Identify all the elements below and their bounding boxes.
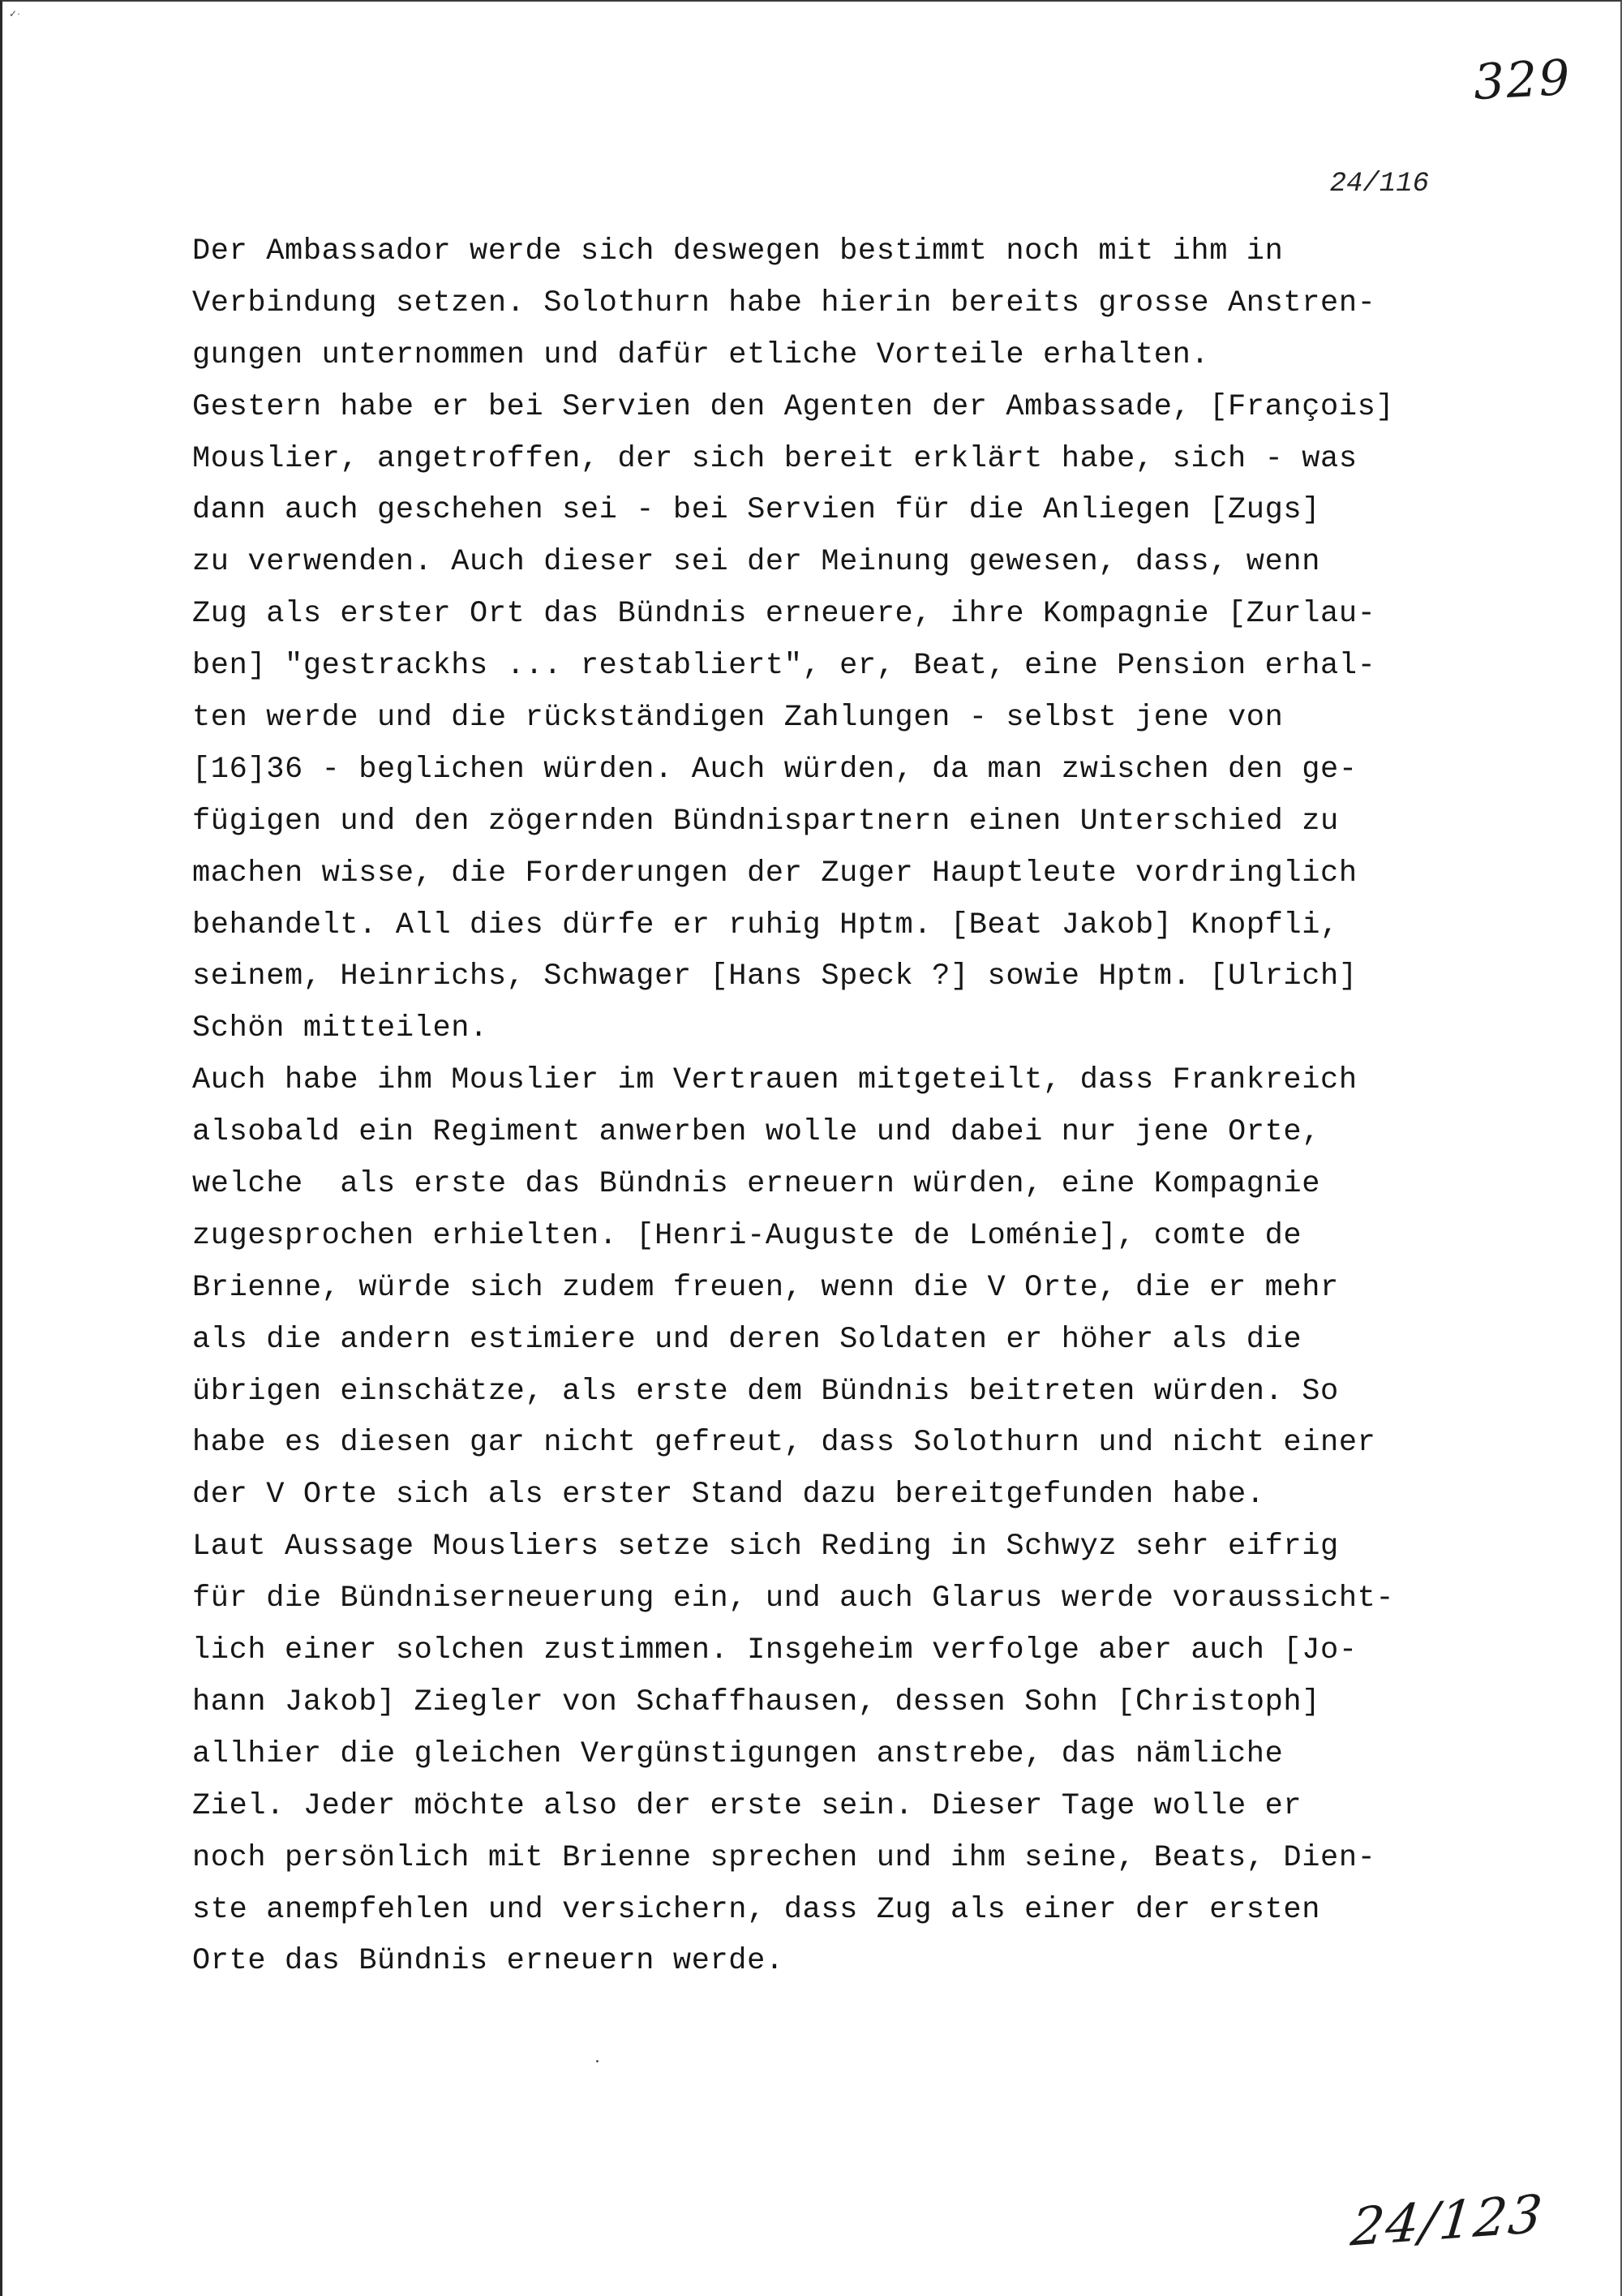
text-line: Mouslier, angetroffen, der sich bereit erklärt habe, sich - was <box>192 441 1358 476</box>
text-line: Auch habe ihm Mouslier im Vertrauen mitgeteilt, dass Frankreich <box>192 1063 1358 1098</box>
text-line: Verbindung setzen. Solothurn habe hierin bereits grosse Anstren- <box>192 285 1376 320</box>
text-line: allhier die gleichen Vergünstigungen anstrebe, das nämliche <box>192 1736 1284 1771</box>
text-line: für die Bündniserneuerung ein, und auch Glarus werde voraussicht- <box>192 1581 1395 1616</box>
text-line: machen wisse, die Forderungen der Zuger Hauptleute vordringlich <box>192 856 1358 891</box>
text-line: behandelt. All dies dürfe er ruhig Hptm. [Beat Jakob] Knopfli, <box>192 908 1339 942</box>
text-line: habe es diesen gar nicht gefreut, dass Solothurn und nicht einer <box>192 1426 1376 1461</box>
text-line: lich einer solchen zustimmen. Insgeheim verfolge aber auch [Jo- <box>192 1633 1358 1668</box>
text-line: Zug als erster Ort das Bündnis erneuere, ihre Kompagnie [Zurlau- <box>192 597 1376 632</box>
text-line: [16]36 - beglichen würden. Auch würden, da man zwischen den ge- <box>192 752 1358 787</box>
text-line: Orte das Bündnis erneuern werde. <box>192 1944 784 1979</box>
text-line: gungen unternommen und dafür etliche Vorteile erhalten. <box>192 337 1210 372</box>
text-line: Ziel. Jeder möchte also der erste sein. Dieser Tage wolle er <box>192 1788 1302 1823</box>
typed-page-reference: 24/116 <box>1329 169 1429 200</box>
text-line: zu verwenden. Auch dieser sei der Meinung gewesen, dass, wenn <box>192 545 1321 580</box>
text-line: seinem, Heinrichs, Schwager [Hans Speck ?] sowie Hptm. [Ulrich] <box>192 959 1358 994</box>
text-line: fügigen und den zögernden Bündnispartnern einen Unterschied zu <box>192 804 1339 839</box>
text-line: als die andern estimiere und deren Soldaten er höher als die <box>192 1322 1302 1357</box>
document-body <box>192 226 1474 1988</box>
text-line: ten werde und die rückständigen Zahlungen - selbst jene von <box>192 701 1284 736</box>
text-line: dann auch geschehen sei - bei Servien für die Anliegen [Zugs] <box>192 493 1321 528</box>
text-line: zugesprochen erhielten. [Henri-Auguste de Loménie], comte de <box>192 1218 1302 1253</box>
text-line: welche als erste das Bündnis erneuern würden, eine Kompagnie <box>192 1167 1321 1202</box>
text-line: Der Ambassador werde sich deswegen bestimmt noch mit ihm in <box>192 234 1284 268</box>
text-line: der V Orte sich als erster Stand dazu bereitgefunden habe. <box>192 1478 1265 1513</box>
scan-speck <box>596 2060 599 2062</box>
text-line: Laut Aussage Mousliers setze sich Reding in Schwyz sehr eifrig <box>192 1530 1339 1564</box>
text-line: Brienne, würde sich zudem freuen, wenn die V Orte, die er mehr <box>192 1270 1339 1305</box>
text-line: hann Jakob] Ziegler von Schaffhausen, dessen Sohn [Christoph] <box>192 1684 1321 1719</box>
text-line: ste anempfehlen und versichern, dass Zug als einer der ersten <box>192 1892 1321 1927</box>
text-line: Gestern habe er bei Servien den Agenten der Ambassade, [François] <box>192 389 1395 424</box>
text-line: Schön mitteilen. <box>192 1011 488 1046</box>
handwritten-folio-reference: 24/123 <box>1348 2184 1547 2259</box>
handwritten-folio-number: 329 <box>1472 49 1573 112</box>
text-line: ben] "gestrackhs ... restabliert", er, Beat, eine Pension erhal- <box>192 649 1376 684</box>
scan-corner-mark: ✓· <box>9 8 21 19</box>
text-line: übrigen einschätze, als erste dem Bündnis beitreten würden. So <box>192 1374 1339 1409</box>
text-line: noch persönlich mit Brienne sprechen und ihm seine, Beats, Dien- <box>192 1840 1376 1875</box>
text-line: alsobald ein Regiment anwerben wolle und dabei nur jene Orte, <box>192 1115 1321 1150</box>
